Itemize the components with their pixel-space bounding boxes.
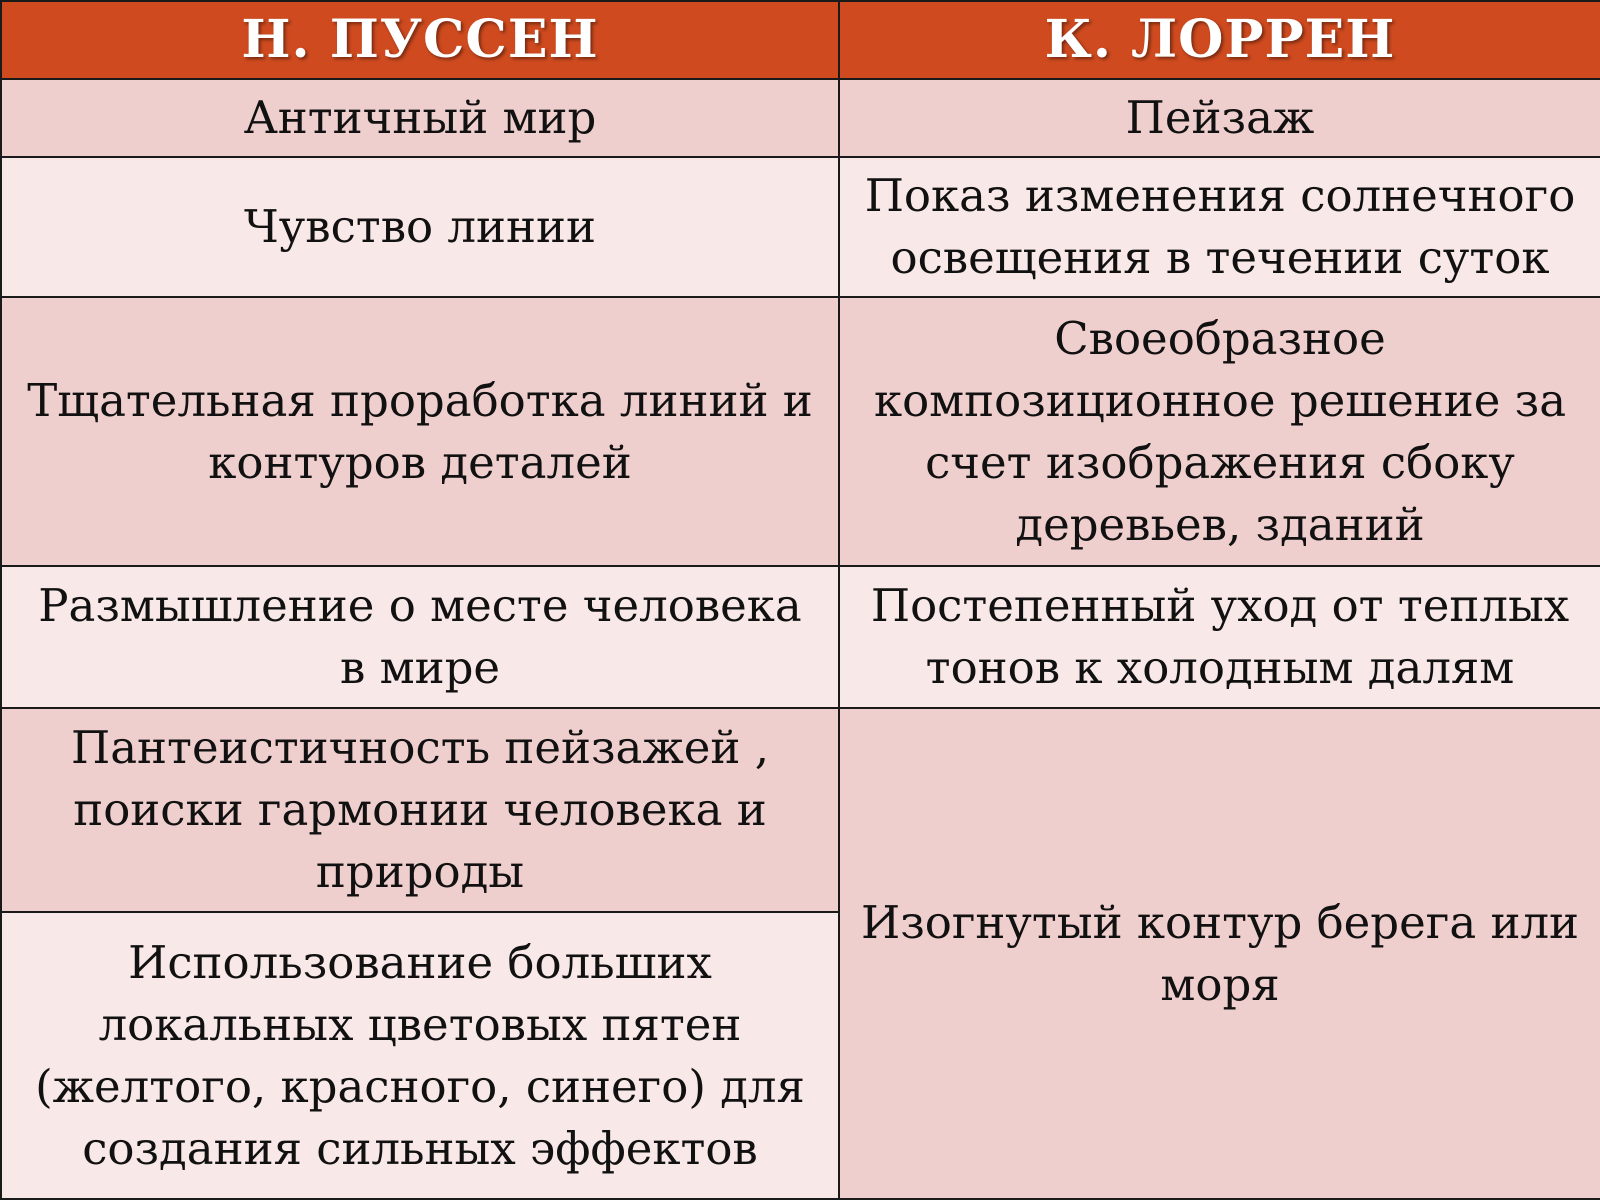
- lorrain-cell: Пейзаж: [839, 79, 1600, 157]
- poussin-cell: Пантеистичность пейзажей , поиски гармонии человека и природы: [1, 708, 839, 912]
- table-row: [1, 297, 1600, 565]
- lorrain-cell-merged: Изогнутый контур берега или моря: [839, 708, 1600, 1199]
- table-row: [1, 708, 1600, 912]
- poussin-cell: Античный мир: [1, 79, 839, 157]
- poussin-cell: Тщательная проработка линий и контуров деталей: [1, 297, 839, 565]
- table-row: [1, 566, 1600, 708]
- header-poussin: Н. ПУССЕН: [1, 1, 839, 79]
- table-row: [1, 157, 1600, 297]
- poussin-cell: Размышление о месте человека в мире: [1, 566, 839, 708]
- lorrain-cell: Показ изменения солнечного освещения в течении суток: [839, 157, 1600, 297]
- poussin-cell: Использование больших локальных цветовых пятен (желтого, красного, синего) для создания сильных эффектов: [1, 912, 839, 1199]
- table-row: [1, 79, 1600, 157]
- header-lorrain: К. ЛОРРЕН: [839, 1, 1600, 79]
- poussin-cell: Чувство линии: [1, 157, 839, 297]
- lorrain-cell: Постепенный уход от теплых тонов к холодным далям: [839, 566, 1600, 708]
- table-header-row: [1, 1, 1600, 79]
- lorrain-cell: Своеобразное композиционное решение за счет изображения сбоку деревьев, зданий: [839, 297, 1600, 565]
